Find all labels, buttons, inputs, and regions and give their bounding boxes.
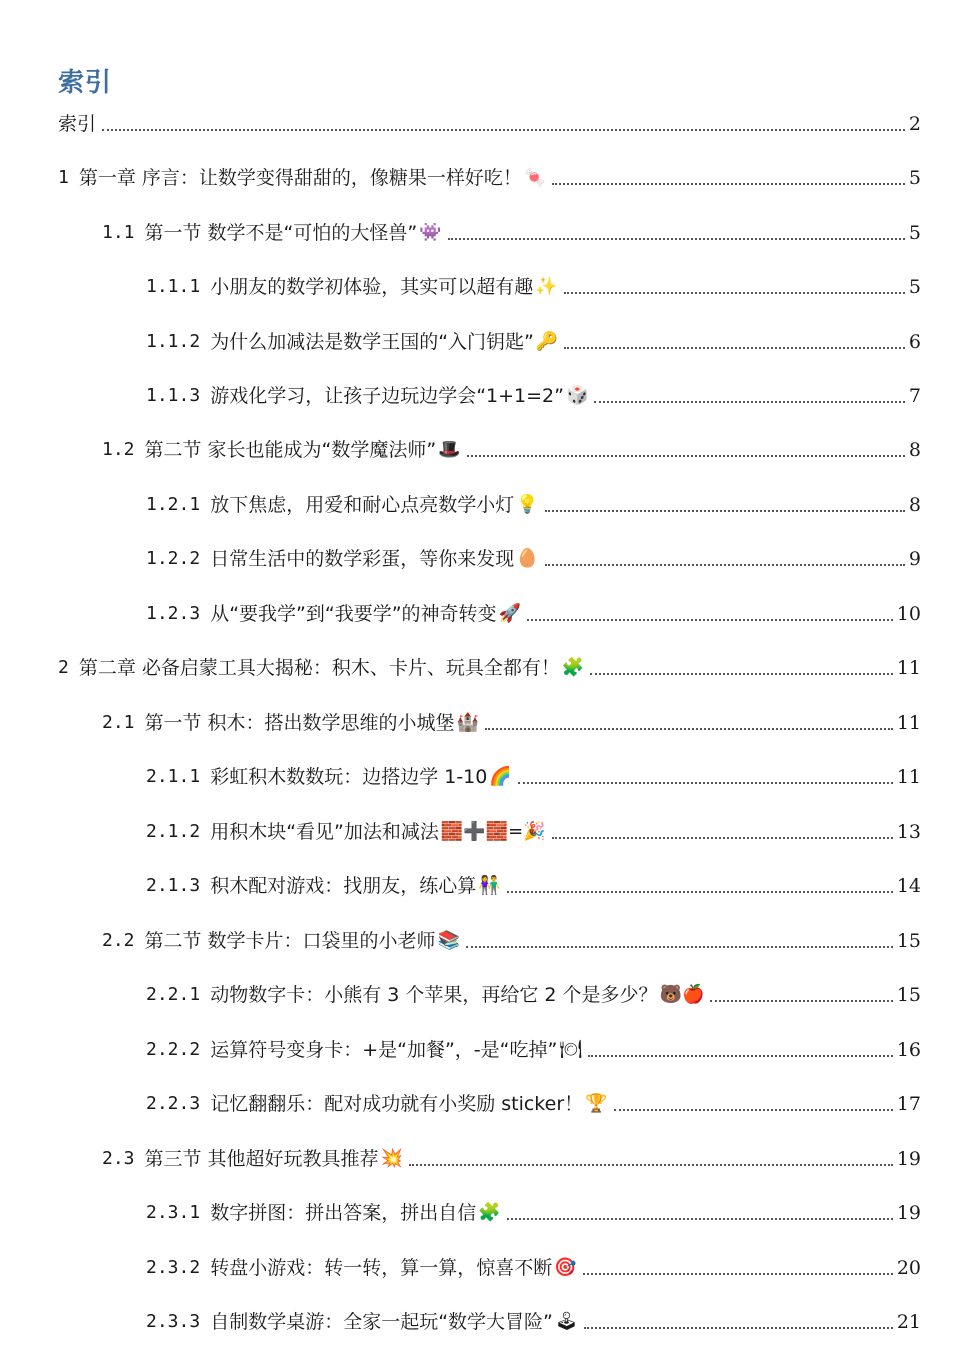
toc-leader-dots (552, 836, 893, 839)
toc-entry-emoji-icon: 🌈 (489, 766, 512, 787)
toc-heading: 索引 (58, 68, 113, 98)
toc-entry-title: 动物数字卡：小熊有 3 个苹果，再给它 2 个是多少？ (210, 984, 658, 1006)
toc-entry[interactable] (0, 868, 979, 898)
toc-entry-title: 第二节 数学卡片：口袋里的小老师 (144, 930, 436, 952)
toc-entry-number: 2.1.3 (146, 875, 201, 896)
toc-page-number: 19 (896, 1202, 921, 1224)
toc-entry[interactable] (0, 487, 979, 517)
toc-leader-dots (448, 237, 905, 240)
toc-entry-emoji-icon: 🥚 (516, 548, 539, 569)
toc-entry-title: 运算符号变身卡：+是“加餐”，-是“吃掉” (210, 1039, 558, 1061)
toc-entry-emoji-icon: 🔑 (535, 331, 559, 352)
toc-entry[interactable] (0, 160, 979, 190)
toc-entry-title: 索引 (58, 113, 97, 135)
toc-page-number: 10 (896, 603, 921, 625)
toc-entry-number: 2.3 (102, 1148, 135, 1169)
toc-entry[interactable] (0, 1304, 979, 1334)
toc-entry-number: 1 (58, 167, 69, 188)
toc-entry-emoji-icon: 🧩 (561, 657, 585, 678)
toc-leader-dots (102, 128, 905, 131)
toc-page-number: 11 (896, 766, 921, 788)
toc-entry-number: 2.2.1 (146, 984, 201, 1005)
toc-entry-title: 放下焦虑，用爱和耐心点亮数学小灯 (210, 494, 515, 516)
toc-leader-dots (545, 509, 905, 512)
toc-entry-emoji-icon: 🍬 (523, 167, 547, 188)
toc-entry-number: 2 (58, 657, 69, 678)
toc-leader-dots (590, 672, 893, 675)
toc-entry-number: 2.2 (102, 930, 135, 951)
toc-entry-emoji-icon: 🚀 (498, 603, 521, 624)
toc-entry-number: 2.3.2 (146, 1257, 201, 1278)
toc-entry-emoji-icon: 🏆 (585, 1093, 608, 1114)
toc-leader-dots (594, 400, 905, 403)
toc-entry-number: 1.1.1 (146, 276, 201, 297)
toc-entry-title: 为什么加减法是数学王国的“入门钥匙” (210, 331, 534, 353)
toc-entry[interactable] (0, 759, 979, 789)
toc-page-number: 15 (896, 930, 921, 952)
toc-entry-title: 数字拼图：拼出答案，拼出自信 (210, 1202, 477, 1224)
toc-entry-title: 第一节 数学不是“可怕的大怪兽” (144, 222, 418, 244)
toc-entry[interactable] (0, 596, 979, 626)
toc-leader-dots (584, 1326, 893, 1329)
toc-page-number: 14 (896, 875, 921, 897)
toc-page-number: 11 (896, 712, 921, 734)
toc-entry-emoji-icon: 💡 (516, 494, 539, 515)
toc-entry-emoji-icon: 🐻🍎 (659, 984, 705, 1005)
toc-entry-emoji-icon: 📚 (437, 930, 460, 951)
toc-page-number: 5 (908, 276, 921, 298)
toc-page-number: 13 (896, 821, 921, 843)
toc-page-number: 8 (908, 439, 921, 461)
toc-entry-number: 2.3.1 (146, 1202, 201, 1223)
toc-entry-number: 2.2.3 (146, 1093, 201, 1114)
toc-leader-dots (614, 1108, 893, 1111)
toc-leader-dots (564, 291, 905, 294)
toc-entry-title: 从“要我学”到“我要学”的神奇转变 (210, 603, 497, 625)
toc-entry-number: 2.2.2 (146, 1039, 201, 1060)
toc-page-number: 8 (908, 494, 921, 516)
toc-entry-emoji-icon: 🎯 (554, 1257, 577, 1278)
toc-entry-emoji-icon: 👾 (419, 222, 442, 243)
toc-entry-title: 转盘小游戏：转一转，算一算，惊喜不断 (210, 1257, 553, 1279)
toc-entry[interactable] (0, 977, 979, 1007)
toc-leader-dots (552, 182, 905, 185)
toc-entry-emoji-icon: 🕹 (554, 1311, 578, 1332)
toc-entry-title: 游戏化学习，让孩子边玩边学会“1+1=2” (210, 385, 564, 407)
toc-entry-number: 1.2.1 (146, 494, 201, 515)
toc-entry[interactable] (0, 269, 979, 299)
toc-leader-dots (518, 781, 893, 784)
toc-page-number: 19 (896, 1148, 921, 1170)
toc-entry-title: 第三节 其他超好玩教具推荐 (144, 1148, 379, 1170)
toc-leader-dots (507, 890, 893, 893)
toc-entry[interactable] (0, 923, 979, 953)
toc-page-number: 17 (896, 1093, 921, 1115)
toc-entry[interactable] (0, 1195, 979, 1225)
toc-entry-title: 自制数学桌游：全家一起玩“数学大冒险” (210, 1311, 553, 1333)
toc-page-number: 5 (908, 222, 921, 244)
toc-page-number: 5 (908, 167, 921, 189)
toc-entry[interactable] (0, 378, 979, 408)
toc-page-number: 16 (896, 1039, 921, 1061)
toc-entry-title: 第二章 必备启蒙工具大揭秘：积木、卡片、玩具全都有！ (78, 657, 560, 679)
toc-entry-title: 第一章 序言：让数学变得甜甜的，像糖果一样好吃！ (78, 167, 522, 189)
toc-entry[interactable] (0, 1086, 979, 1116)
toc-entry-number: 2.1 (102, 712, 135, 733)
toc-entry[interactable] (0, 705, 979, 735)
toc-entry[interactable] (0, 215, 979, 245)
toc-entry-number: 1.2.3 (146, 603, 201, 624)
toc-entry-number: 1.1.3 (146, 385, 201, 406)
toc-leader-dots (710, 999, 892, 1002)
toc-leader-dots (409, 1163, 893, 1166)
toc-entry-title: 彩虹积木数数玩：边搭边学 1-10 (210, 766, 488, 788)
toc-page-number: 20 (896, 1257, 921, 1279)
toc-page-number: 11 (896, 657, 921, 679)
toc-page-number: 2 (908, 113, 921, 135)
toc-entry-emoji-icon: 💥 (380, 1148, 403, 1169)
toc-entry-number: 2.3.3 (146, 1311, 201, 1332)
toc-leader-dots (467, 454, 905, 457)
toc-leader-dots (564, 346, 905, 349)
toc-entry-emoji-icon: 🎲 (565, 385, 589, 406)
toc-entry-number: 1.2 (102, 439, 135, 460)
toc-entry[interactable] (0, 541, 979, 571)
toc-entry-emoji-icon: ✨ (535, 276, 558, 297)
toc-entry-emoji-icon: 🎩 (438, 439, 461, 460)
toc-entry-title: 记忆翻翻乐：配对成功就有小奖励 sticker！ (210, 1093, 584, 1115)
toc-leader-dots (588, 1054, 893, 1057)
toc-entry-title: 第二节 家长也能成为“数学魔法师” (144, 439, 437, 461)
toc-leader-dots (545, 563, 905, 566)
toc-entry-number: 2.1.1 (146, 766, 201, 787)
toc-entry-emoji-icon: 👫 (478, 875, 501, 896)
toc-leader-dots (527, 618, 893, 621)
toc-entry-title: 用积木块“看见”加法和减法 (210, 821, 439, 843)
toc-entry-number: 2.1.2 (146, 821, 201, 842)
toc-entry[interactable] (0, 814, 979, 844)
toc-leader-dots (466, 945, 893, 948)
toc-entry-title: 小朋友的数学初体验，其实可以超有趣 (210, 276, 534, 298)
toc-page-number: 7 (908, 385, 921, 407)
toc-entry-number: 1.2.2 (146, 548, 201, 569)
toc-entry[interactable] (0, 1032, 979, 1062)
toc-leader-dots (583, 1272, 893, 1275)
toc-leader-dots (507, 1217, 893, 1220)
toc-entry[interactable] (0, 432, 979, 462)
toc-entry-title: 日常生活中的数学彩蛋，等你来发现 (210, 548, 515, 570)
toc-entry-number: 1.1 (102, 222, 135, 243)
toc-page-number: 6 (908, 331, 921, 353)
toc-entry-title: 第一节 积木：搭出数学思维的小城堡 (144, 712, 455, 734)
toc-entry-emoji-icon: 🧩 (478, 1202, 501, 1223)
toc-page-number: 15 (896, 984, 921, 1006)
toc-entry-emoji-icon: 🍽 (559, 1039, 583, 1060)
toc-entry[interactable] (0, 650, 979, 680)
toc-page-number: 21 (896, 1311, 921, 1333)
toc-entry[interactable] (0, 106, 979, 136)
toc-entry[interactable] (0, 324, 979, 354)
toc-entry-emoji-icon: 🏰 (456, 712, 479, 733)
toc-entry-emoji-icon: 🧱➕🧱=🎉 (440, 821, 546, 842)
toc-entry-number: 1.1.2 (146, 331, 201, 352)
toc-entry-title: 积木配对游戏：找朋友，练心算 (210, 875, 477, 897)
toc-entry[interactable] (0, 1141, 979, 1171)
toc-entry[interactable] (0, 1250, 979, 1280)
toc-leader-dots (485, 727, 893, 730)
toc-page-number: 9 (908, 548, 921, 570)
